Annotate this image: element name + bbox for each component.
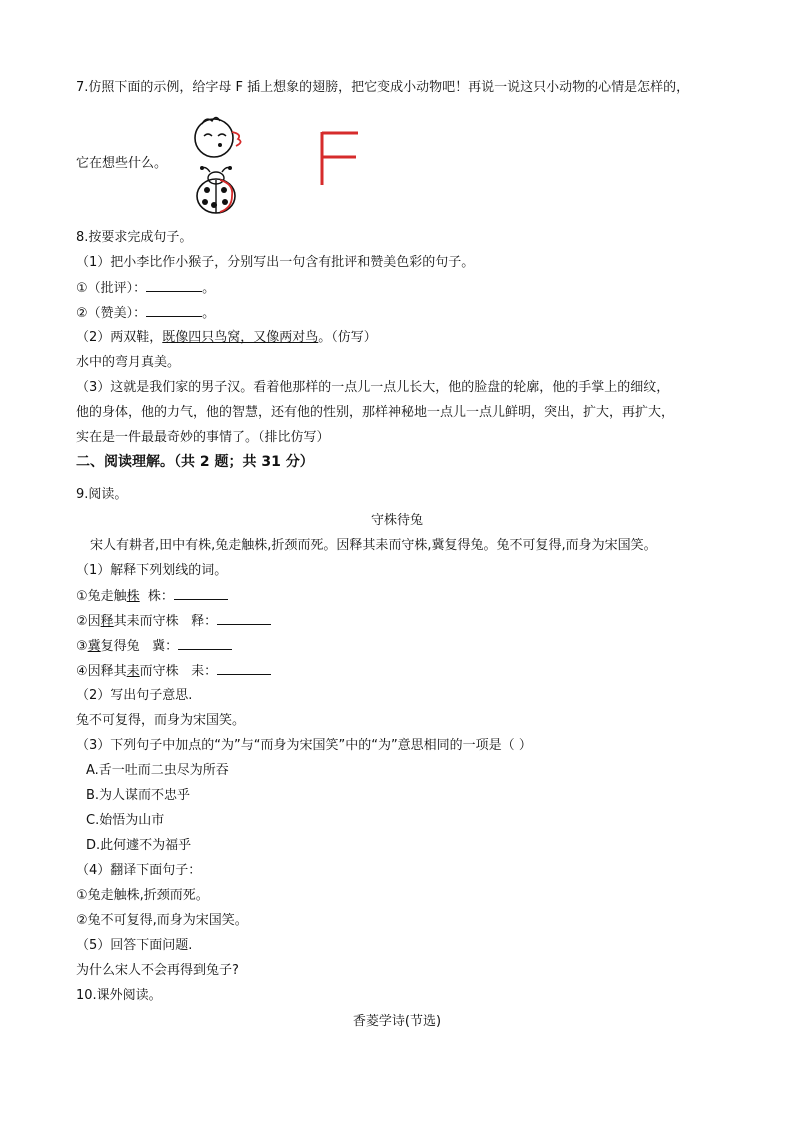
q9-option-b[interactable]: B.为人谋而不忠乎 xyxy=(86,788,191,803)
w4-post: 而守株 xyxy=(139,664,179,679)
q8-title: 8.按要求完成句子。 xyxy=(76,230,193,245)
q8-part3-line1: （3）这就是我们家的男子汉。看着他那样的一点儿一点儿长大，他的脸盘的轮廓，他的手掌上的细纹， xyxy=(76,380,670,395)
w1-word: 株 xyxy=(126,589,140,604)
w2-pre: ②因 xyxy=(76,614,101,629)
q8-part3-line3: 实在是一件最最奇妙的事情了。（排比仿写） xyxy=(76,430,330,445)
q9-word1-line xyxy=(76,587,228,606)
w2-answer-blank[interactable] xyxy=(217,612,271,625)
praise-answer-blank[interactable] xyxy=(146,304,202,317)
q9-part1: （1）解释下列划线的词。 xyxy=(76,563,228,578)
q8-part2-suffix: 。（仿写） xyxy=(318,330,377,345)
q9-part4: （4）翻译下面句子： xyxy=(76,863,202,878)
q10-title: 10.课外阅读。 xyxy=(76,988,162,1003)
w1-label: 株： xyxy=(139,589,174,604)
criticize-answer-blank[interactable] xyxy=(146,279,202,292)
q9-title: 9.阅读。 xyxy=(76,487,128,502)
q7-prompt-line2: 它在想些什么。 xyxy=(76,156,168,171)
w4-pre: ④因释其 xyxy=(76,664,127,679)
w3-pre: ③ xyxy=(76,639,88,654)
q9-story-text: 宋人有耕者,田中有株,兔走触株,折颈而死。因释其耒而守株,冀复得兔。兔不可复得,而身为宋国笑。 xyxy=(90,538,657,553)
q9-story-title: 守株待兔 xyxy=(370,513,423,528)
letter-f-drawing xyxy=(318,130,362,190)
q9-option-d[interactable]: D.此何遽不为福乎 xyxy=(86,838,192,853)
q8-part2 xyxy=(76,329,377,347)
q8-praise-line xyxy=(76,304,215,323)
w2-label: 释： xyxy=(178,614,218,629)
q9-option-c[interactable]: C.始悟为山市 xyxy=(86,813,165,828)
w4-label: 耒： xyxy=(178,664,218,679)
q9-part2-sentence: 兔不可复得，而身为宋国笑。 xyxy=(76,713,246,728)
fish-drawing-icon xyxy=(190,112,250,166)
end-mark: 。 xyxy=(202,281,216,296)
q9-word2-line xyxy=(76,612,271,631)
q7-prompt-line1: 7.仿照下面的示例，给字母 F 插上想象的翅膀，把它变成小动物吧！再说一说这只小动物的心情是怎样的， xyxy=(76,80,690,95)
w4-word: 耒 xyxy=(126,664,140,679)
q10-story-title: 香菱学诗(节选) xyxy=(352,1014,442,1029)
q9-part5: （5）回答下面问题. xyxy=(76,938,193,953)
q8-part2-prefix: （2）两双鞋， xyxy=(76,330,163,345)
q9-part5-question: 为什么宋人不会再得到兔子? xyxy=(76,963,239,978)
section2-heading: 二、阅读理解。（共 2 题；共 31 分） xyxy=(76,454,314,470)
q8-part1: （1）把小李比作小猴子，分别写出一句含有批评和赞美色彩的句子。 xyxy=(76,255,475,270)
q9-option-a[interactable]: A.舌一吐而二虫尽为所吞 xyxy=(86,763,229,778)
q8-part2-prompt: 水中的弯月真美。 xyxy=(76,355,181,370)
q8-part3-line2: 他的身体，他的力气，他的智慧，还有他的性别，那样神秘地一点儿一点儿鲜明，突出，扩大，再扩大， xyxy=(76,405,675,420)
ladybug-drawing-icon xyxy=(192,164,242,220)
w3-word: 冀 xyxy=(87,639,101,654)
w2-word: 释 xyxy=(100,614,114,629)
q9-part2: （2）写出句子意思. xyxy=(76,688,193,703)
q8-part2-underlined: 既像四只鸟窝，又像两对鸟 xyxy=(162,330,319,345)
q8-criticize-line xyxy=(76,279,215,298)
w3-answer-blank[interactable] xyxy=(178,637,232,650)
end-mark: 。 xyxy=(202,306,216,321)
w1-pre: ①兔走触 xyxy=(76,589,127,604)
q9-translate-2: ②兔不可复得,而身为宋国笑。 xyxy=(76,913,248,928)
q9-part3: （3）下列句子中加点的“为”与“而身为宋国笑”中的“为”意思相同的一项是（ ） xyxy=(76,738,532,753)
w4-answer-blank[interactable] xyxy=(217,662,271,675)
w3-post: 复得兔 xyxy=(100,639,140,654)
praise-label: ②（赞美）： xyxy=(76,306,147,321)
w1-answer-blank[interactable] xyxy=(174,587,228,600)
q9-word3-line xyxy=(76,637,232,656)
w2-post: 其耒而守株 xyxy=(113,614,179,629)
q9-word4-line xyxy=(76,662,271,681)
w3-label: 冀： xyxy=(139,639,179,654)
q9-translate-1: ①兔走触株,折颈而死。 xyxy=(76,888,209,903)
criticize-label: ①（批评）： xyxy=(76,281,147,296)
